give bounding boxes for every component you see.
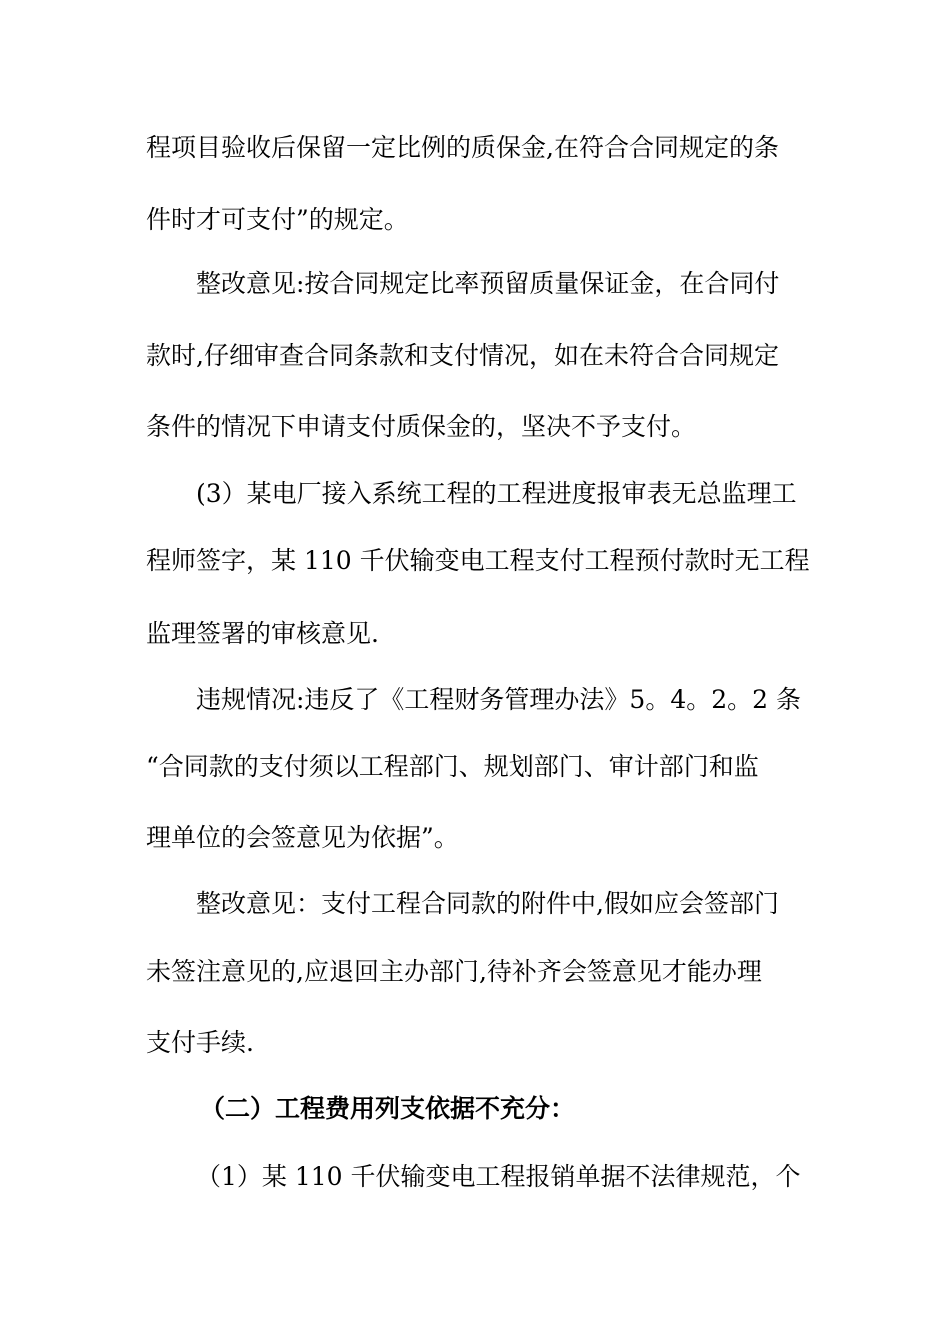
paragraph-line: 整改意见:按合同规定比率预留质量保证金，在合同付	[196, 269, 780, 298]
section-heading: （二）工程费用列支依据不充分：	[200, 1094, 576, 1123]
paragraph-line: （1）某 110 千伏输变电工程报销单据不法律规范，个	[196, 1162, 801, 1191]
paragraph-line: 条件的情况下申请支付质保金的，坚决不予支付。	[146, 412, 697, 441]
paragraph-line: (3）某电厂接入系统工程的工程进度报审表无总监理工	[196, 479, 797, 508]
paragraph-line: 监理签署的审核意见.	[146, 619, 379, 648]
paragraph-line: 件时才可支付”的规定。	[146, 205, 409, 234]
paragraph-line: 违规情况:违反了《工程财务管理办法》5。4。2。2 条	[196, 685, 801, 714]
paragraph-line: 整改意见：支付工程合同款的附件中,假如应会签部门	[196, 889, 779, 918]
paragraph-line: 支付手续.	[146, 1028, 254, 1057]
paragraph-line: 款时,仔细审查合同条款和支付情况，如在未符合合同规定	[146, 341, 779, 370]
paragraph-line: “合同款的支付须以工程部门、规划部门、审计部门和监	[146, 752, 759, 781]
paragraph-line: 理单位的会签意见为依据”。	[146, 823, 459, 852]
paragraph-line: 程项目验收后保留一定比例的质保金,在符合合同规定的条	[146, 133, 779, 162]
paragraph-line: 未签注意见的,应退回主办部门,待补齐会签意见才能办理	[146, 957, 762, 986]
paragraph-line: 程师签字，某 110 千伏输变电工程支付工程预付款时无工程	[146, 546, 810, 575]
